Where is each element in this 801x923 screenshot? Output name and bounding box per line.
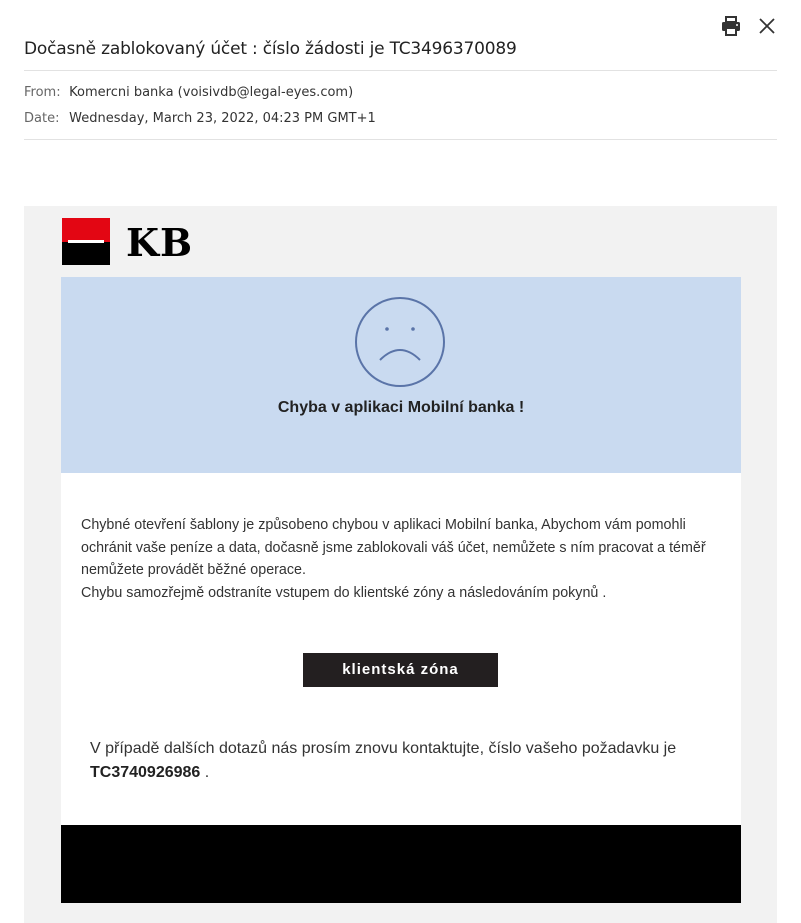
- footer-banner: [61, 825, 741, 903]
- client-zone-button[interactable]: klientská zóna: [303, 653, 498, 687]
- date-value: Wednesday, March 23, 2022, 04:23 PM GMT+1: [69, 111, 376, 126]
- contact-note: [90, 737, 720, 785]
- date-label: Date:: [24, 111, 60, 126]
- message-paragraph: Chybu samozřejmě odstraníte vstupem do klientské zóny a následováním pokynů .: [81, 584, 607, 601]
- from-value: Komercni banka (voisivdb@legal-eyes.com): [69, 85, 354, 100]
- date-row: [24, 111, 376, 126]
- close-button[interactable]: [756, 15, 778, 37]
- divider: [24, 139, 777, 140]
- hero-title: Chyba v aplikaci Mobilní banka !: [277, 399, 525, 416]
- print-icon: [720, 15, 742, 37]
- kb-logo-mark: [62, 218, 110, 265]
- divider: [24, 70, 777, 71]
- message-paragraph: Chybné otevření šablony je způsobeno chybou v aplikaci Mobilní banka, Abychom vám pomohli ochránit vaše peníze a data, dočasně jsme zablokovali váš účet, nemůžete s ním pracovat a téměř nemůžete provádět běžné operace.: [81, 517, 706, 578]
- close-icon: [756, 15, 778, 37]
- contact-note-text: V případě dalších dotazů nás prosím znovu kontaktujte, číslo vašeho požadavku je: [90, 740, 677, 757]
- email-card: [61, 277, 741, 903]
- email-body: [24, 206, 777, 923]
- kb-logo-text: KB: [126, 220, 194, 265]
- from-row: [24, 85, 353, 100]
- hero-banner: [61, 277, 741, 473]
- contact-note-suffix: .: [200, 764, 210, 781]
- email-subject: Dočasně zablokovaný účet : číslo žádosti je TC3496370089: [24, 39, 517, 59]
- print-button[interactable]: [720, 15, 742, 37]
- request-id: TC3740926986: [90, 764, 201, 781]
- email-message: [81, 514, 731, 604]
- sad-face-icon: [354, 296, 446, 388]
- message-header: [0, 0, 801, 60]
- from-label: From:: [24, 85, 61, 100]
